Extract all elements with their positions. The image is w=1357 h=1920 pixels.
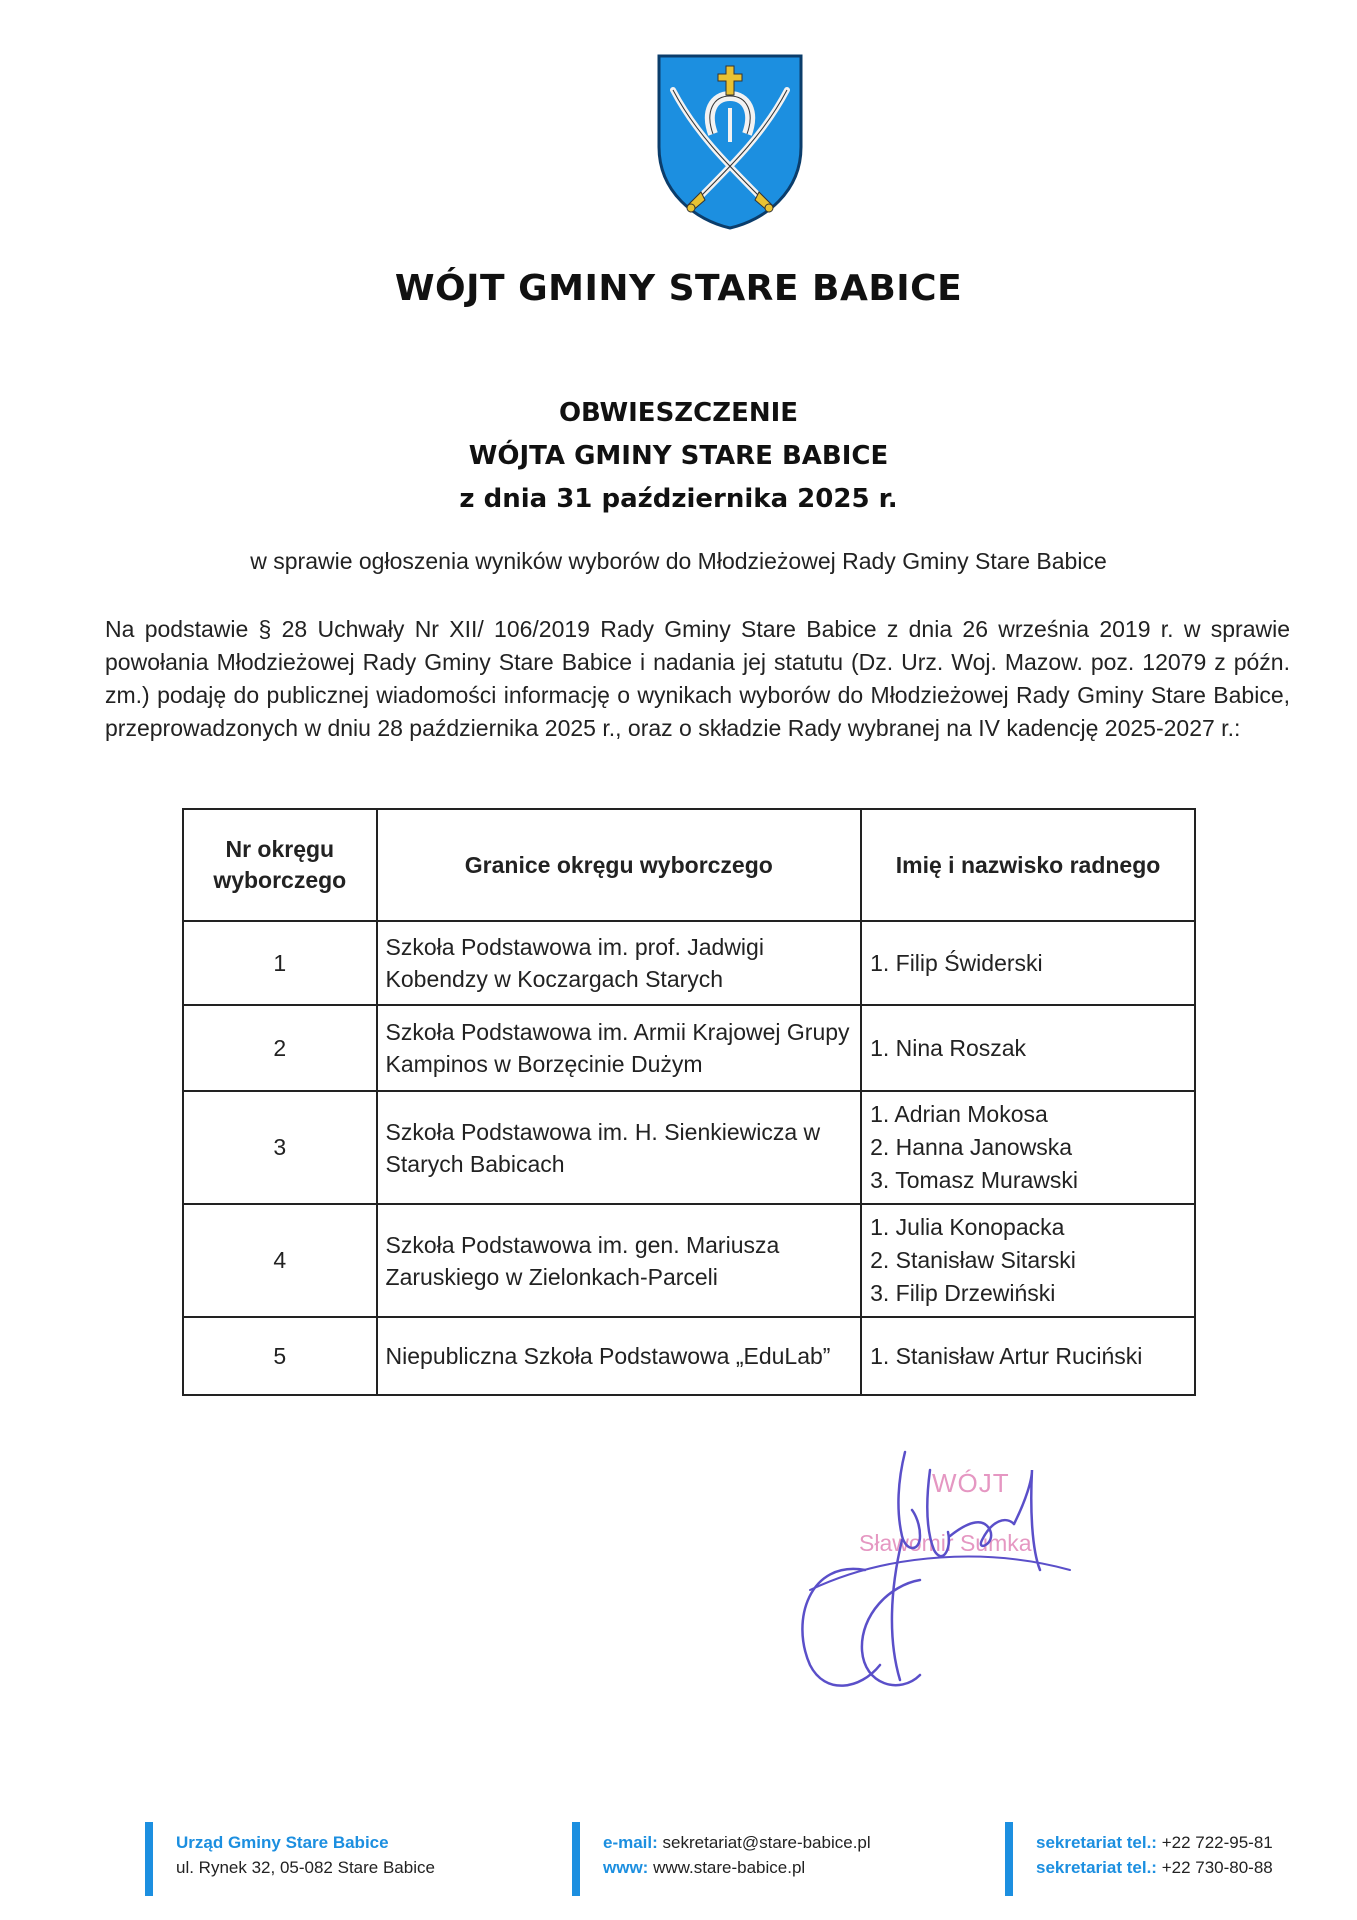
- table-row: [183, 1317, 1195, 1395]
- email-label: e-mail:: [603, 1833, 658, 1852]
- councillor-name: 3. Tomasz Murawski: [870, 1167, 1078, 1193]
- notice-title-line: OBWIESZCZENIE: [558, 398, 799, 428]
- results-table: [182, 808, 1196, 1396]
- tel-label: sekretariat tel.:: [1036, 1833, 1157, 1852]
- footer-office-name: Urząd Gminy Stare Babice: [176, 1833, 389, 1852]
- stamp-name: Sławomir Sumka: [859, 1530, 1032, 1556]
- footer-accent-bar: [145, 1822, 153, 1896]
- footer-accent-bar: [572, 1822, 580, 1896]
- district-number: 4: [183, 1204, 377, 1317]
- issuer-heading: WÓJT GMINY STARE BABICE: [394, 268, 963, 309]
- footer-office-address: ul. Rynek 32, 05-082 Stare Babice: [176, 1858, 435, 1877]
- notice-subject: w sprawie ogłoszenia wyników wyborów do Młodzieżowej Rady Gminy Stare Babice: [250, 548, 1107, 574]
- councillor-names: [861, 1091, 1195, 1204]
- footer-accent-bar: [1005, 1822, 1013, 1896]
- notice-title: [0, 392, 1357, 521]
- stamp-title: WÓJT: [932, 1468, 1010, 1498]
- footer-office: [176, 1830, 435, 1880]
- table-row: [183, 1204, 1195, 1317]
- table-row: [183, 1005, 1195, 1091]
- header-nr-line1: Nr okręgu: [225, 836, 335, 862]
- www-label: www:: [603, 1858, 649, 1877]
- councillor-name: 1. Filip Świderski: [870, 949, 1043, 976]
- district-bounds: Szkoła Podstawowa im. H. Sienkiewicza w Starych Babicach: [377, 1091, 862, 1204]
- tel-label: sekretariat tel.:: [1036, 1858, 1157, 1877]
- councillor-name: 1. Stanisław Artur Ruciński: [870, 1342, 1143, 1369]
- district-number: 2: [183, 1005, 377, 1091]
- councillor-names: [861, 1005, 1195, 1091]
- councillor-name: 3. Filip Drzewiński: [870, 1280, 1056, 1306]
- councillor-names: [861, 1204, 1195, 1317]
- district-bounds: Szkoła Podstawowa im. prof. Jadwigi Kobendzy w Koczargach Starych: [377, 921, 862, 1005]
- councillor-name: 1. Adrian Mokosa: [870, 1101, 1048, 1127]
- header-nr-line2: wyborczego: [213, 867, 347, 893]
- header-district-bounds: Granice okręgu wyborczego: [377, 809, 862, 921]
- header-district-number: [183, 809, 377, 921]
- councillor-name: 2. Hanna Janowska: [870, 1134, 1073, 1160]
- footer-contact: [603, 1830, 871, 1880]
- notice-body: Na podstawie § 28 Uchwały Nr XII/ 106/2019 Rady Gminy Stare Babice z dnia 26 września 2019 r. w sprawie powołania Młodzieżowej Rady Gminy Stare Babice i nadania jej statutu (Dz. Urz. Woj. Mazow. poz. 12079 z późn. zm.) podaję do publicznej wiadomości informację o wynikach wyborów do Młodzieżowej Rady Gminy Stare Babice, przeprowadzonych w dniu 28 października 2025 r., oraz o składzie Rady wybranej na IV kadencję 2025-2027 r.:: [105, 616, 1290, 741]
- district-bounds: Niepubliczna Szkoła Podstawowa „EduLab”: [377, 1317, 862, 1395]
- councillor-name: 1. Nina Roszak: [870, 1034, 1027, 1061]
- notice-date: z dnia 31 października 2025 r.: [459, 484, 898, 514]
- phone-number: +22 722-95-81: [1161, 1833, 1273, 1852]
- table-header-row: [183, 809, 1195, 921]
- district-number: 3: [183, 1091, 377, 1204]
- footer-phones: [1036, 1830, 1273, 1880]
- header-councillor-name: Imię i nazwisko radnego: [861, 809, 1195, 921]
- coat-of-arms-icon: [655, 52, 805, 232]
- district-number: 5: [183, 1317, 377, 1395]
- councillor-name: 1. Julia Konopacka: [870, 1214, 1065, 1240]
- table-row: [183, 921, 1195, 1005]
- councillor-name: 2. Stanisław Sitarski: [870, 1247, 1076, 1273]
- email-link[interactable]: sekretariat@stare-babice.pl: [662, 1833, 871, 1852]
- handwritten-signature: [770, 1440, 1100, 1700]
- website-link[interactable]: www.stare-babice.pl: [653, 1858, 806, 1877]
- table-row: [183, 1091, 1195, 1204]
- phone-number: +22 730-80-88: [1161, 1858, 1273, 1877]
- councillor-names: [861, 921, 1195, 1005]
- district-bounds: Szkoła Podstawowa im. Armii Krajowej Grupy Kampinos w Borzęcinie Dużym: [377, 1005, 862, 1091]
- notice-title-line: WÓJTA GMINY STARE BABICE: [468, 441, 889, 471]
- district-number: 1: [183, 921, 377, 1005]
- councillor-names: [861, 1317, 1195, 1395]
- district-bounds: Szkoła Podstawowa im. gen. Mariusza Zaruskiego w Zielonkach-Parceli: [377, 1204, 862, 1317]
